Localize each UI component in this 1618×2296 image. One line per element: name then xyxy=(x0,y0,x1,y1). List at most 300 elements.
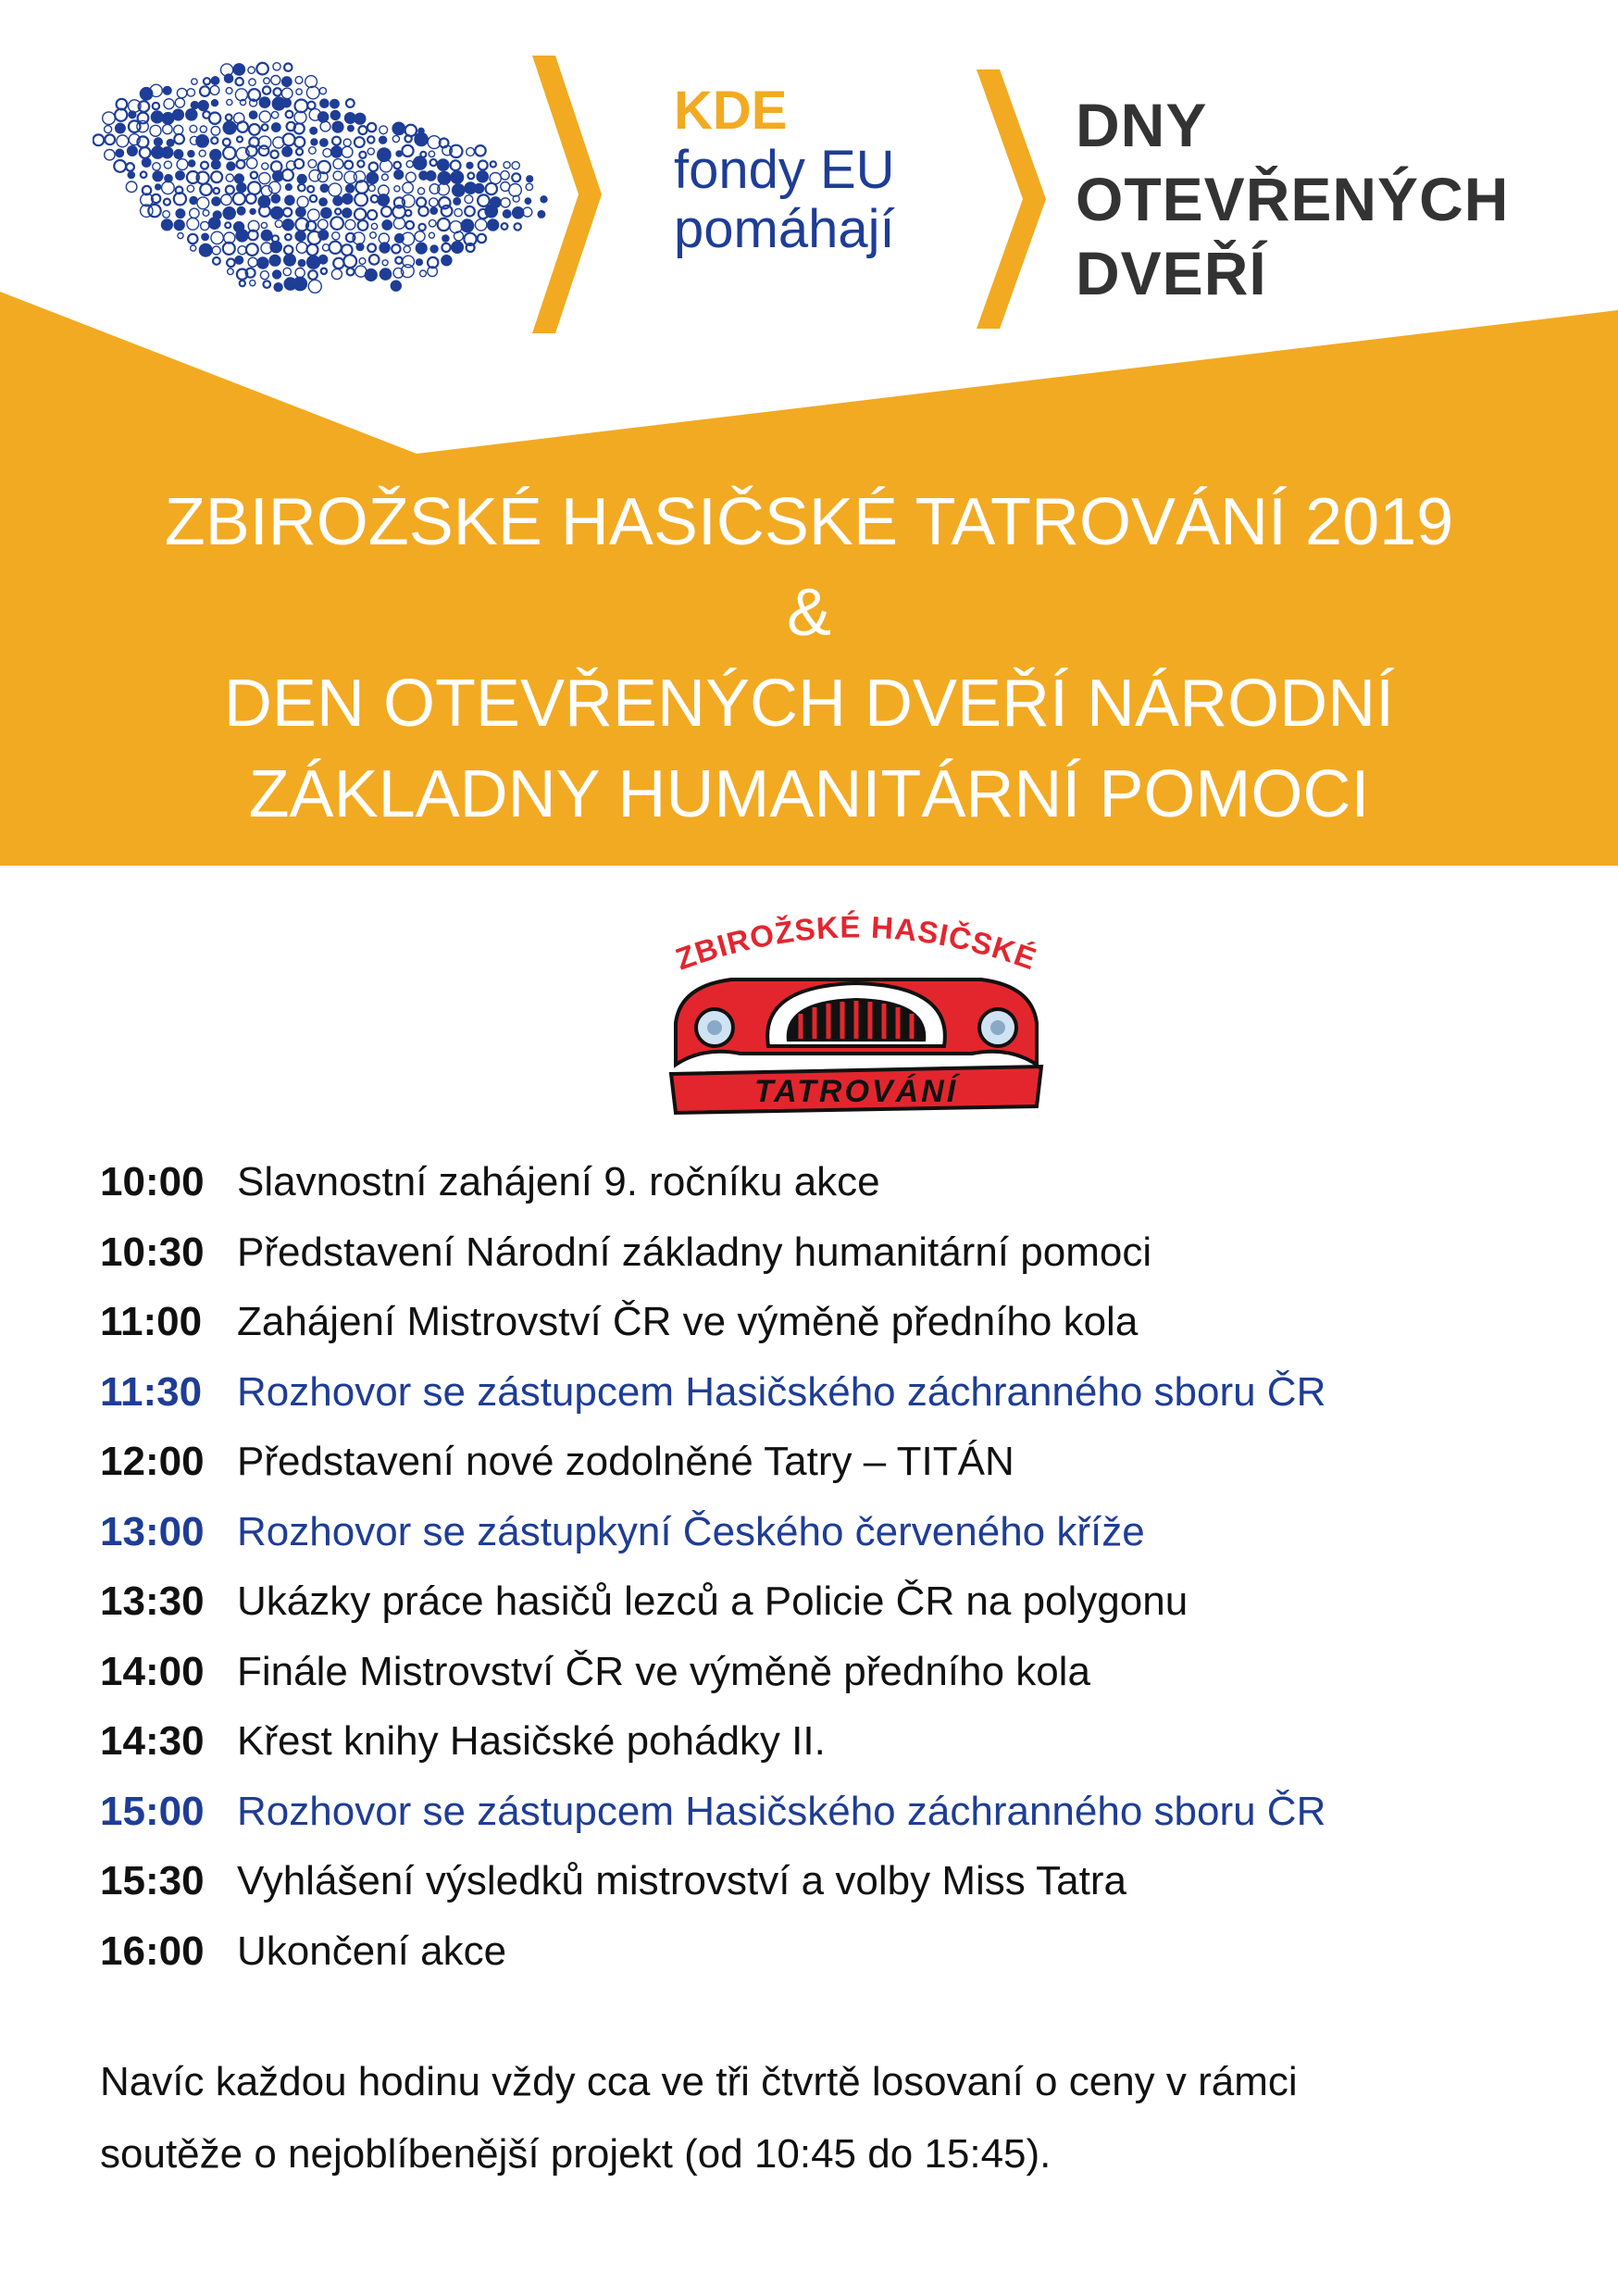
map-dot xyxy=(174,134,184,144)
event-title-line: ZBIROŽSKÉ HASIČSKÉ TATROVÁNÍ 2019 xyxy=(164,485,1454,559)
map-dot xyxy=(271,161,282,172)
map-dot xyxy=(367,210,377,219)
map-dot xyxy=(187,218,199,230)
map-dot xyxy=(391,281,401,291)
map-dot xyxy=(442,243,450,252)
map-dot xyxy=(415,133,427,145)
map-dot xyxy=(342,146,353,157)
map-dot xyxy=(381,206,392,217)
map-dot xyxy=(211,137,218,144)
map-dot xyxy=(272,123,280,131)
map-dot xyxy=(204,78,210,84)
map-dot xyxy=(395,257,402,264)
open-days-heading xyxy=(1076,88,1594,310)
map-dot xyxy=(260,271,268,280)
map-dot xyxy=(224,207,235,218)
map-dot xyxy=(233,193,245,205)
map-dot xyxy=(392,244,400,253)
map-dot xyxy=(479,161,488,170)
map-dot xyxy=(509,184,522,197)
schedule-time: 12:00 xyxy=(100,1439,205,1484)
map-dot xyxy=(380,126,388,134)
map-dot xyxy=(178,233,183,239)
map-dot xyxy=(227,162,235,170)
map-dot xyxy=(355,208,366,219)
map-dot xyxy=(165,175,171,181)
map-dot xyxy=(282,147,292,157)
map-dot xyxy=(271,207,282,218)
map-dot xyxy=(504,162,510,168)
map-dot xyxy=(405,221,414,230)
map-dot xyxy=(329,183,342,196)
map-dot xyxy=(299,260,305,267)
map-dot xyxy=(344,161,353,169)
map-dot xyxy=(191,245,196,251)
event-title-line: ZÁKLADNY HUMANITÁRNÍ POMOCI xyxy=(248,757,1370,831)
map-dot xyxy=(114,160,126,172)
slogan-fondy: fondy EU xyxy=(674,140,895,200)
map-dot xyxy=(259,173,270,184)
map-dot xyxy=(382,174,389,181)
map-dot xyxy=(415,231,425,242)
map-dot xyxy=(212,160,221,169)
map-dot xyxy=(418,206,428,216)
map-dot xyxy=(378,194,389,206)
map-dot xyxy=(225,222,230,228)
map-dot xyxy=(512,173,520,181)
map-dot xyxy=(273,63,280,70)
map-dot xyxy=(333,258,343,268)
map-dot xyxy=(164,99,174,109)
map-dot xyxy=(283,268,291,275)
map-dot xyxy=(323,149,331,157)
schedule-row xyxy=(100,1785,1544,1855)
map-dot xyxy=(513,207,523,218)
map-dot xyxy=(163,211,170,218)
schedule-time: 14:00 xyxy=(100,1648,205,1694)
map-dot xyxy=(237,121,248,132)
map-dot xyxy=(273,270,280,278)
map-dot xyxy=(175,150,183,158)
map-dot xyxy=(186,109,197,120)
map-dot xyxy=(296,243,307,254)
map-dot xyxy=(321,268,327,274)
map-dot xyxy=(238,207,245,215)
schedule-time: 13:00 xyxy=(100,1508,205,1554)
map-dot xyxy=(318,161,330,173)
map-dot xyxy=(307,244,318,256)
chevron-right-icon xyxy=(977,69,1051,329)
map-dot xyxy=(93,134,105,145)
map-dot xyxy=(333,171,342,181)
map-dot xyxy=(393,123,405,135)
map-dot xyxy=(271,76,280,85)
map-dot xyxy=(307,256,319,268)
map-dot xyxy=(175,98,184,107)
map-dot xyxy=(358,220,368,231)
map-dot xyxy=(294,137,305,147)
map-dot xyxy=(235,89,247,101)
logo-bottom-text: TATROVÁNÍ xyxy=(753,1074,959,1109)
map-dot xyxy=(163,124,172,133)
schedule-activity: Slavnostní zahájení 9. ročníku akce xyxy=(237,1159,880,1204)
map-dot xyxy=(525,198,530,204)
map-dot xyxy=(367,172,378,183)
map-dot xyxy=(209,218,220,229)
map-dot xyxy=(295,100,308,113)
schedule-row xyxy=(100,1575,1544,1645)
map-dot xyxy=(367,123,376,131)
map-dot xyxy=(188,151,193,156)
map-dot xyxy=(420,270,427,277)
open-days-line: OTEVŘENÝCH xyxy=(1076,165,1510,233)
map-dot xyxy=(246,193,256,204)
map-dot xyxy=(348,125,355,131)
map-dot xyxy=(332,121,343,132)
map-dot xyxy=(236,230,248,242)
map-dot xyxy=(478,234,486,243)
map-dot xyxy=(485,205,497,217)
map-dot xyxy=(305,76,317,88)
schedule-activity: Představení Národní základny humanitární pomoci xyxy=(237,1229,1152,1275)
map-dot xyxy=(250,281,255,286)
map-dot xyxy=(200,244,212,256)
map-dot xyxy=(342,244,353,256)
map-dot xyxy=(192,79,197,84)
schedule-row xyxy=(100,1155,1544,1226)
map-dot xyxy=(357,243,364,250)
map-dot xyxy=(203,210,209,217)
map-dot xyxy=(342,193,353,204)
map-dot xyxy=(196,135,208,147)
map-dot xyxy=(116,124,125,133)
schedule-time: 11:30 xyxy=(100,1368,203,1415)
schedule-activity: Rozhovor se zástupcem Hasičského záchranného sboru ČR xyxy=(237,1788,1326,1834)
map-dot xyxy=(105,126,112,133)
map-dot xyxy=(308,270,317,280)
schedule-activity: Rozhovor se zástupcem Hasičského záchranného sboru ČR xyxy=(237,1368,1326,1415)
map-dot xyxy=(210,86,219,95)
map-dot xyxy=(285,195,294,205)
map-dot xyxy=(380,243,390,253)
map-dot xyxy=(212,100,218,106)
map-dot xyxy=(156,184,161,190)
map-dot xyxy=(438,159,449,170)
map-dot xyxy=(226,115,232,121)
map-dot xyxy=(442,256,451,265)
map-dot xyxy=(187,89,194,96)
map-dot xyxy=(367,148,374,155)
footer-line: soutěže o nejoblíbenější projekt (od 10:45 do 15:45). xyxy=(100,2131,1052,2177)
map-dot xyxy=(371,223,377,229)
map-dot xyxy=(406,172,417,182)
map-dot xyxy=(296,89,302,94)
map-dot xyxy=(515,223,521,230)
map-dot xyxy=(259,145,269,156)
map-dot xyxy=(173,110,183,120)
map-dot xyxy=(162,219,173,231)
map-dot xyxy=(223,139,230,146)
map-dot xyxy=(417,188,424,194)
map-dot xyxy=(330,100,339,108)
map-dot xyxy=(164,199,170,206)
map-dot xyxy=(430,207,437,214)
map-dot xyxy=(330,110,340,119)
map-dot xyxy=(177,209,185,218)
map-dot xyxy=(286,111,293,119)
map-dot xyxy=(283,133,295,145)
map-dot xyxy=(427,171,436,181)
map-dot xyxy=(200,126,206,132)
schedule-time: 13:30 xyxy=(100,1578,205,1624)
map-dot xyxy=(475,183,484,193)
map-dot xyxy=(212,246,220,255)
eu-funds-slogan xyxy=(674,81,979,259)
schedule-activity: Finále Mistrovství ČR ve výměně předního kola xyxy=(237,1648,1090,1694)
map-dot xyxy=(210,150,220,160)
map-dot xyxy=(320,139,328,146)
map-dot xyxy=(246,243,258,256)
map-dot xyxy=(296,148,303,155)
map-dot xyxy=(129,172,134,178)
schedule-row xyxy=(100,1645,1544,1716)
schedule-row xyxy=(100,1854,1544,1925)
map-dot xyxy=(309,147,317,155)
map-dot xyxy=(284,255,296,267)
map-dot xyxy=(211,231,223,243)
map-dot xyxy=(380,268,391,280)
map-dot xyxy=(286,184,292,190)
map-dot xyxy=(454,198,460,205)
map-dot xyxy=(250,208,255,214)
map-dot xyxy=(393,218,404,229)
map-dot xyxy=(310,128,317,134)
map-dot xyxy=(358,126,367,134)
map-dot xyxy=(248,67,255,73)
map-dot xyxy=(227,99,232,105)
map-dot xyxy=(209,113,220,124)
map-dot xyxy=(256,63,268,75)
map-dot xyxy=(284,245,292,254)
map-dot xyxy=(430,159,437,166)
map-dot xyxy=(308,280,321,293)
map-dot xyxy=(486,183,497,194)
map-dot xyxy=(347,268,355,276)
map-dot xyxy=(369,163,379,172)
schedule-row xyxy=(100,1505,1544,1576)
map-dot xyxy=(380,137,386,144)
map-dot xyxy=(438,218,450,231)
map-dot xyxy=(345,219,355,230)
map-dot xyxy=(308,209,320,221)
map-dot xyxy=(368,185,375,192)
map-dot xyxy=(249,79,255,85)
map-dot xyxy=(259,111,270,122)
map-dot xyxy=(226,174,233,181)
open-days-line: DVEŘÍ xyxy=(1076,239,1267,307)
map-dot xyxy=(168,140,174,146)
map-dot xyxy=(264,78,270,84)
schedule-row xyxy=(100,1925,1544,1995)
map-dot xyxy=(382,260,388,266)
schedule-activity: Rozhovor se zástupkyní Českého červeného kříže xyxy=(237,1508,1145,1554)
map-dot xyxy=(153,163,160,170)
map-dot xyxy=(476,219,487,231)
map-dot xyxy=(270,151,278,158)
map-dot xyxy=(330,217,343,230)
map-dot xyxy=(404,246,410,253)
map-dot xyxy=(488,219,498,230)
map-dot xyxy=(332,137,341,145)
map-dot xyxy=(406,161,413,168)
map-dot xyxy=(414,156,426,168)
chevron-right-icon xyxy=(532,56,606,333)
map-dot xyxy=(501,198,510,207)
map-dot xyxy=(162,147,172,157)
schedule-time: 11:00 xyxy=(100,1299,203,1344)
map-dot xyxy=(285,234,292,241)
map-dot xyxy=(235,174,243,182)
map-dot xyxy=(117,135,129,147)
map-dot xyxy=(346,184,355,193)
map-dot xyxy=(247,158,257,168)
map-dot xyxy=(191,102,198,109)
map-dot xyxy=(405,125,417,136)
map-dot xyxy=(320,100,328,107)
map-dot xyxy=(297,175,306,184)
map-dot xyxy=(234,64,245,75)
footer-note xyxy=(100,2046,1544,2190)
map-dot xyxy=(174,125,183,134)
schedule-time: 16:00 xyxy=(100,1928,205,1974)
map-dot xyxy=(367,243,376,252)
map-dot xyxy=(212,197,220,206)
map-dot xyxy=(371,195,379,203)
map-dot xyxy=(126,163,134,171)
map-dot xyxy=(148,205,160,217)
open-days-line: DNY xyxy=(1076,91,1208,159)
map-dot xyxy=(402,145,413,156)
map-dot xyxy=(227,259,235,268)
map-dot xyxy=(311,139,317,145)
map-dot xyxy=(143,158,151,167)
map-dot xyxy=(478,194,490,206)
schedule-row xyxy=(100,1226,1544,1296)
map-dot xyxy=(439,172,451,184)
schedule-time: 15:30 xyxy=(100,1858,205,1903)
map-dot xyxy=(382,220,392,230)
map-dot xyxy=(429,151,434,156)
map-dot xyxy=(261,222,267,228)
map-dot xyxy=(226,88,232,94)
schedule-time: 10:30 xyxy=(100,1229,205,1275)
map-dot xyxy=(359,152,366,158)
map-dot xyxy=(115,109,127,121)
map-dot xyxy=(380,160,392,172)
map-dot xyxy=(260,97,270,107)
map-dot xyxy=(257,257,268,268)
map-dot xyxy=(211,171,222,182)
map-dot xyxy=(467,173,474,180)
slogan-pomahaji: pomáhají xyxy=(674,199,895,259)
map-dot xyxy=(396,151,402,156)
map-dot xyxy=(275,283,282,291)
map-dot xyxy=(467,162,473,168)
map-dot xyxy=(249,111,256,119)
schedule-activity: Ukončení akce xyxy=(237,1928,507,1974)
map-dot xyxy=(319,256,328,264)
map-dot xyxy=(306,86,319,99)
map-dot xyxy=(330,242,342,254)
map-dot xyxy=(295,268,305,278)
map-dot xyxy=(491,161,496,167)
map-dot xyxy=(418,224,425,231)
map-dot xyxy=(153,103,159,109)
map-dot xyxy=(141,171,147,178)
map-dot xyxy=(343,139,351,146)
map-dot xyxy=(452,242,463,253)
map-dot xyxy=(177,88,186,97)
map-dot xyxy=(187,185,193,192)
map-dot xyxy=(357,160,364,167)
map-dot xyxy=(164,161,171,168)
map-dot xyxy=(155,138,162,145)
map-dot xyxy=(198,101,208,111)
map-dot xyxy=(318,219,329,230)
map-dot xyxy=(475,145,485,156)
map-dot xyxy=(240,281,245,286)
map-dot xyxy=(140,147,151,158)
map-dot xyxy=(163,86,171,94)
map-dot xyxy=(213,257,220,265)
map-dot xyxy=(201,221,209,230)
map-dot xyxy=(321,207,331,218)
schedule-time: 15:00 xyxy=(100,1788,205,1834)
map-dot xyxy=(223,147,235,159)
map-dot xyxy=(331,269,342,280)
map-dot xyxy=(393,162,401,169)
map-dot xyxy=(281,88,292,99)
map-dot xyxy=(177,159,188,170)
map-dot xyxy=(223,243,235,255)
map-dot xyxy=(211,127,220,136)
schedule-time: 14:30 xyxy=(100,1718,205,1764)
map-dot xyxy=(154,171,163,181)
map-dot xyxy=(262,124,268,131)
map-dot xyxy=(269,255,280,266)
map-dot xyxy=(417,243,427,254)
event-title-line: & xyxy=(786,576,832,650)
map-dot xyxy=(200,86,210,96)
map-dot xyxy=(320,121,330,131)
map-dot xyxy=(346,99,355,107)
map-dot xyxy=(271,242,281,252)
map-dot xyxy=(190,196,197,204)
map-dot xyxy=(296,231,305,241)
map-dot xyxy=(465,195,473,204)
map-dot xyxy=(188,234,197,243)
map-dot xyxy=(319,88,326,94)
map-dot xyxy=(307,186,314,193)
map-dot xyxy=(370,232,377,239)
map-dot xyxy=(429,219,436,227)
schedule-activity: Zahájení Mistrovství ČR ve výměně předního kola xyxy=(237,1299,1139,1344)
map-dot xyxy=(331,146,342,156)
map-dot xyxy=(190,208,199,218)
map-dot xyxy=(226,186,234,194)
map-dot xyxy=(199,150,205,156)
map-dot xyxy=(417,259,423,266)
